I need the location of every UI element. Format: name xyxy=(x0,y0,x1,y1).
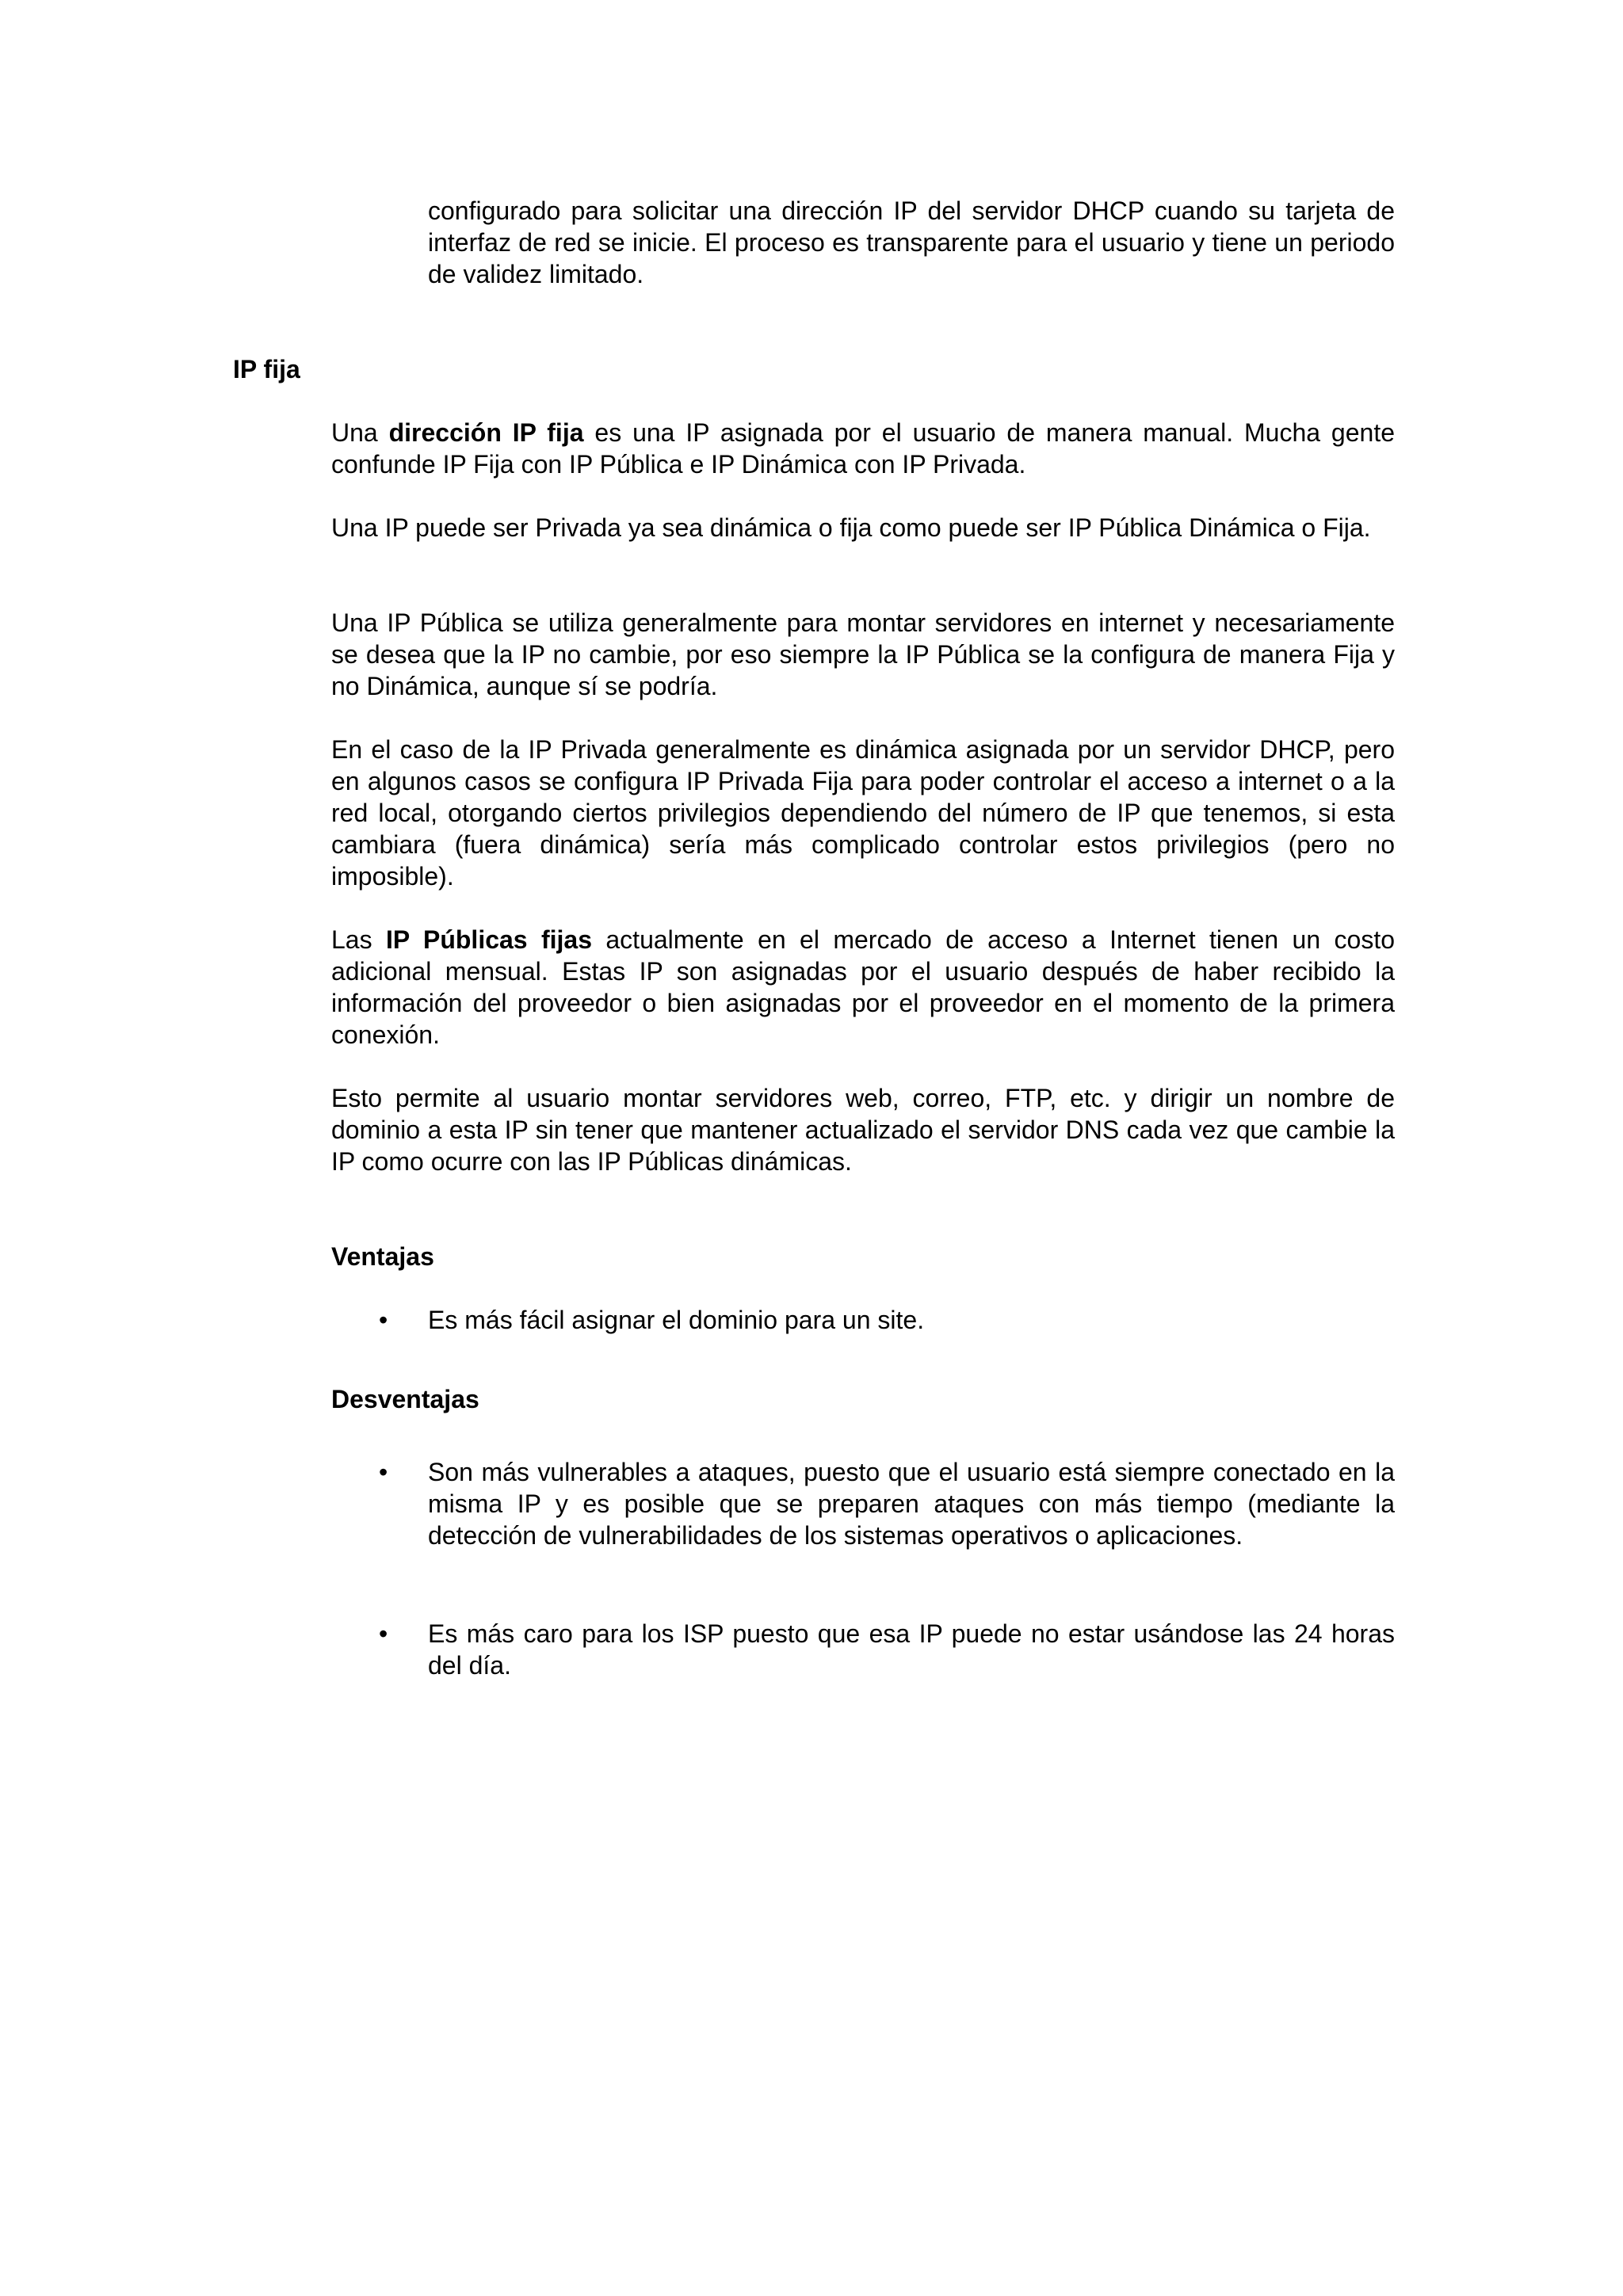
paragraph-servidores-dns: Esto permite al usuario montar servidores web, correo, FTP, etc. y dirigir un nombre de dominio a esta IP sin tener que mantener actualizado el servidor DNS cada vez que cambie la IP como ocurre con las IP Públicas dinámicas. xyxy=(331,1084,1395,1176)
intro-continuation-paragraph: configurado para solicitar una dirección IP del servidor DHCP cuando su tarjeta de interfaz de red se inicie. El proceso es transparente para el usuario y tiene un periodo de validez limitado. xyxy=(428,196,1395,288)
bold-term: IP Públicas fijas xyxy=(385,925,593,954)
paragraph-ip-publicas-fijas xyxy=(331,924,1395,1051)
bullet-icon: • xyxy=(379,1306,388,1334)
bold-term: dirección IP fija xyxy=(388,418,584,447)
bullet-icon: • xyxy=(379,1619,388,1648)
paragraph-text: es una IP asignada por el usuario de manera manual. Mucha gente confunde IP Fija con IP Pública e IP Dinámica con IP Privada. xyxy=(331,418,1396,479)
paragraph-ip-publica-uso: Una IP Pública se utiliza generalmente para montar servidores en internet y necesariamente se desea que la IP no cambie, por eso siempre la IP Pública se la configura de manera Fija y no Dinámica, aunque sí se podría. xyxy=(331,608,1395,700)
paragraph-text: actualmente en el mercado de acceso a Internet tienen un costo adicional mensual. Estas IP son asignadas por el usuario después de haber recibido la información del proveedor o bien asignadas por el proveedor en el momento de la primera conexión. xyxy=(331,925,1396,1049)
bullet-icon: • xyxy=(379,1458,388,1486)
paragraph-ip-privada-dhcp: En el caso de la IP Privada generalmente es dinámica asignada por un servidor DHCP, pero en algunos casos se configura IP Privada Fija para poder controlar el acceso a internet o a la red local, otorgando ciertos privilegios dependiendo del número de IP que tenemos, si esta cambiara (fuera dinámica) sería más complicado controlar estos privilegios (pero no imposible). xyxy=(331,735,1395,891)
desventajas-heading: Desventajas xyxy=(331,1385,479,1413)
paragraph-privada-o-publica: Una IP puede ser Privada ya sea dinámica o fija como puede ser IP Pública Dinámica o Fija. xyxy=(331,513,1371,542)
paragraph-text: Una xyxy=(331,418,389,447)
paragraph-ip-fija-definition xyxy=(331,417,1395,480)
list-item: Son más vulnerables a ataques, puesto que el usuario está siempre conectado en la misma IP y es posible que se preparen ataques con más tiempo (mediante la detección de vulnerabilidades de los sistemas operativos o aplicaciones. xyxy=(428,1458,1395,1550)
ventajas-heading: Ventajas xyxy=(331,1242,434,1271)
paragraph-text: Las xyxy=(331,925,386,954)
list-item: Es más caro para los ISP puesto que esa IP puede no estar usándose las 24 horas del día. xyxy=(428,1619,1395,1680)
section-title: IP fija xyxy=(233,355,300,383)
list-item: Es más fácil asignar el dominio para un site. xyxy=(428,1306,925,1334)
